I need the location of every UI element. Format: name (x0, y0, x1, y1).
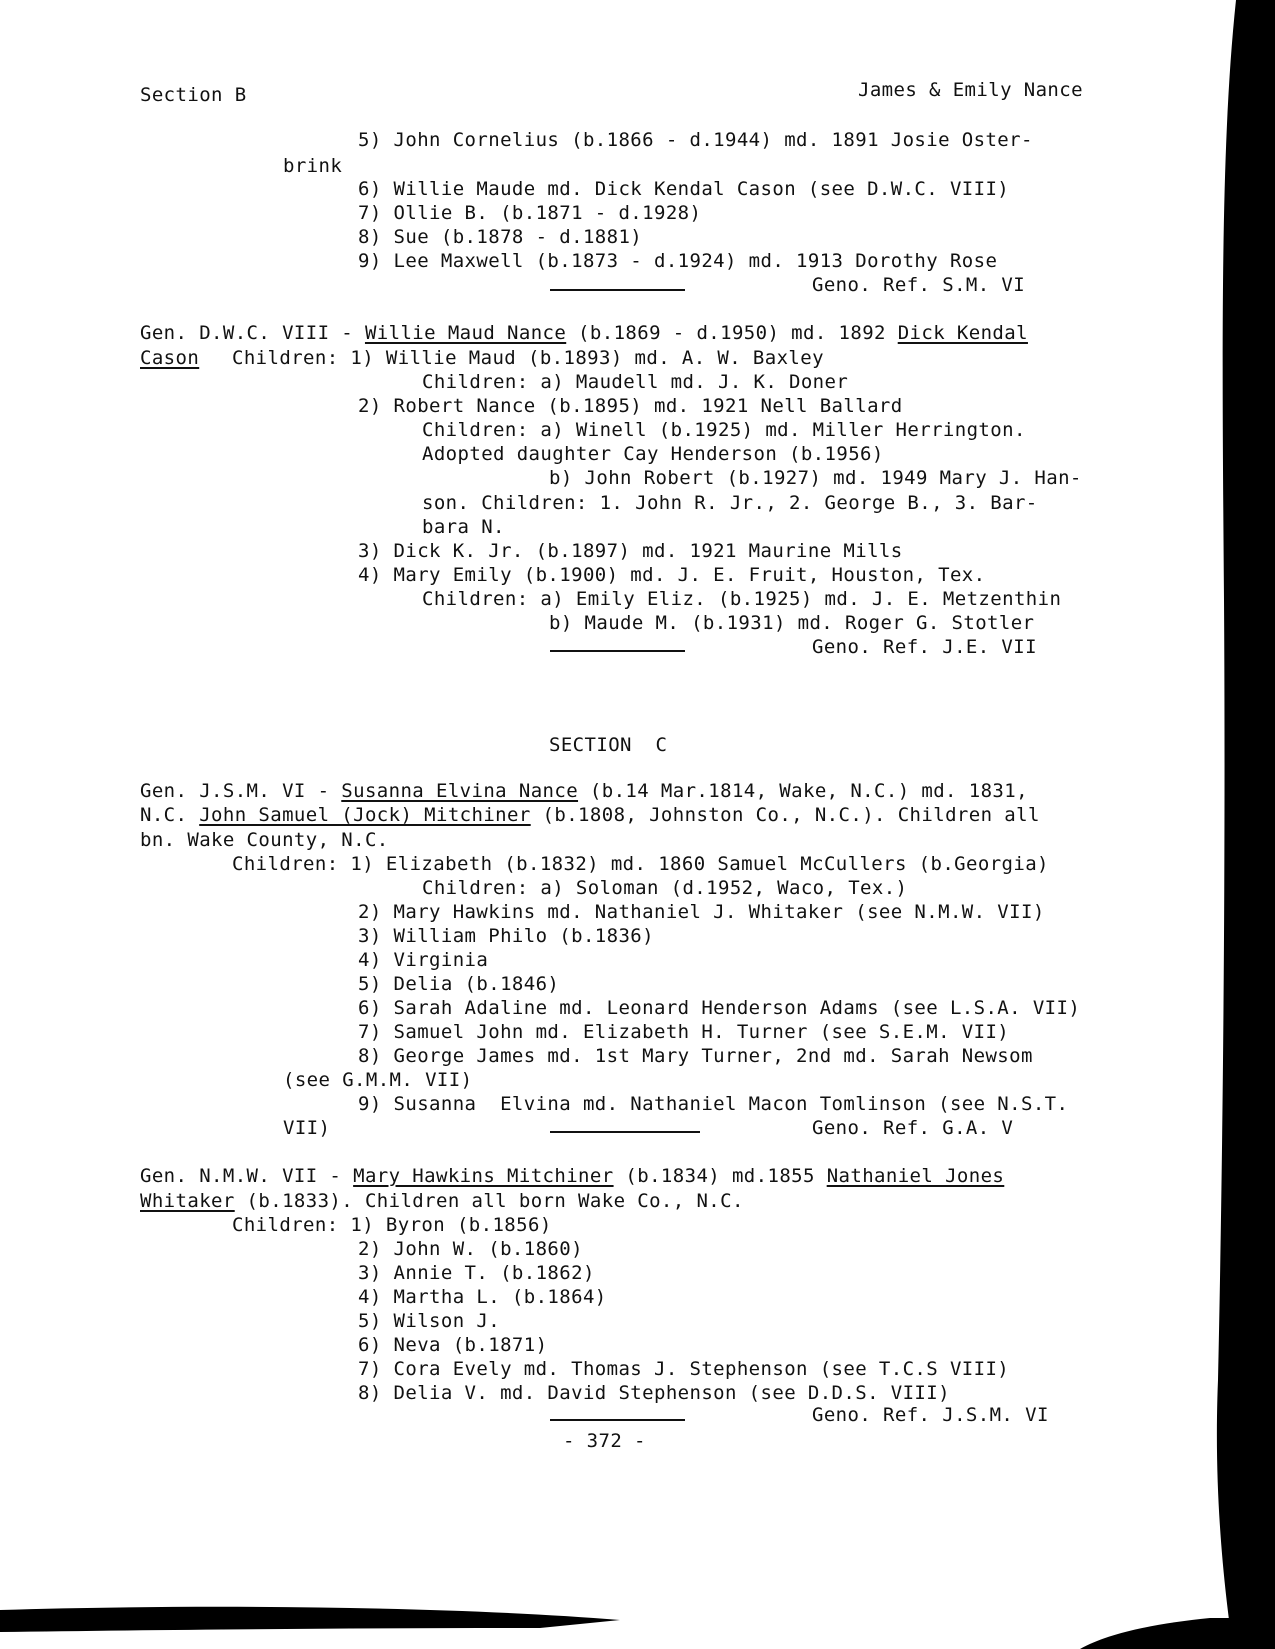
entry-line: Cason (140, 347, 200, 369)
entry-line: Children: 1) Willie Maud (b.1893) md. A. W. Baxley (232, 347, 824, 369)
entry-line: 7) Cora Evely md. Thomas J. Stephenson (see T.C.S VIII) (358, 1358, 1010, 1380)
entry-line: bn. Wake County, N.C. (140, 829, 389, 851)
entry-line: Whitaker (b.1833). Children all born Wake Co., N.C. (140, 1190, 744, 1212)
entry-line: 6) Sarah Adaline md. Leonard Henderson Adams (see L.S.A. VII) (358, 997, 1081, 1019)
separator-rule (550, 1419, 685, 1421)
geno-ref: Geno. Ref. J.E. VII (812, 636, 1037, 658)
entry-line: 4) Martha L. (b.1864) (358, 1286, 607, 1308)
entry-line: 7) Samuel John md. Elizabeth H. Turner (see S.E.M. VII) (358, 1021, 1010, 1043)
entry-line: b) Maude M. (b.1931) md. Roger G. Stotler (549, 612, 1035, 634)
entry-line: 5) Delia (b.1846) (358, 973, 560, 995)
entry-line: 8) George James md. 1st Mary Turner, 2nd md. Sarah Newsom (358, 1045, 1033, 1067)
scan-edge-right (1208, 0, 1275, 1649)
entry-line: 9) Susanna Elvina md. Nathaniel Macon Tomlinson (see N.S.T. (358, 1093, 1069, 1115)
geno-ref: Geno. Ref. S.M. VI (812, 274, 1026, 296)
entry-line: Children: 1) Elizabeth (b.1832) md. 1860 Samuel McCullers (b.Georgia) (232, 853, 1049, 875)
entry-line: 8) Sue (b.1878 - d.1881) (358, 226, 643, 248)
entry-line: 3) William Philo (b.1836) (358, 925, 654, 947)
section-heading: SECTION C (549, 734, 668, 756)
entry-line: 9) Lee Maxwell (b.1873 - d.1924) md. 1913 Dorothy Rose (358, 250, 998, 272)
entry-line: 7) Ollie B. (b.1871 - d.1928) (358, 202, 702, 224)
family-heading: James & Emily Nance (858, 79, 1083, 101)
generation-heading: Gen. N.M.W. VII - Mary Hawkins Mitchiner (b.1834) md.1855 Nathaniel Jones (140, 1165, 1005, 1187)
entry-line: 6) Neva (b.1871) (358, 1334, 548, 1356)
entry-line: Children: a) Maudell md. J. K. Doner (422, 371, 849, 393)
separator-rule (550, 650, 685, 652)
entry-line: 2) Mary Hawkins md. Nathaniel J. Whitaker (see N.M.W. VII) (358, 901, 1045, 923)
entry-line: Children: 1) Byron (b.1856) (232, 1214, 552, 1236)
entry-line: b) John Robert (b.1927) md. 1949 Mary J. Han- (549, 467, 1082, 489)
entry-line: bara N. (422, 516, 505, 538)
scan-edge-bottom (0, 1598, 1275, 1649)
entry-line: 5) John Cornelius (b.1866 - d.1944) md. 1891 Josie Oster- (358, 129, 1033, 151)
page-number: - 372 - (563, 1430, 646, 1452)
entry-line: 3) Annie T. (b.1862) (358, 1262, 595, 1284)
entry-line: VII) (283, 1117, 331, 1139)
entry-line: Children: a) Emily Eliz. (b.1925) md. J. E. Metzenthin (422, 588, 1062, 610)
entry-line: 8) Delia V. md. David Stephenson (see D.D.S. VIII) (358, 1382, 950, 1404)
separator-rule (550, 1131, 700, 1133)
entry-line: 6) Willie Maude md. Dick Kendal Cason (see D.W.C. VIII) (358, 178, 1010, 200)
section-label: Section B (140, 84, 247, 106)
entry-line: N.C. John Samuel (Jock) Mitchiner (b.1808, Johnston Co., N.C.). Children all (140, 804, 1040, 826)
geno-ref: Geno. Ref. G.A. V (812, 1117, 1014, 1139)
separator-rule (550, 289, 685, 291)
entry-line: 4) Mary Emily (b.1900) md. J. E. Fruit, Houston, Tex. (358, 564, 986, 586)
entry-line: 2) Robert Nance (b.1895) md. 1921 Nell Ballard (358, 395, 903, 417)
generation-heading: Gen. J.S.M. VI - Susanna Elvina Nance (b.14 Mar.1814, Wake, N.C.) md. 1831, (140, 780, 1028, 802)
entry-line: son. Children: 1. John R. Jr., 2. George B., 3. Bar- (422, 492, 1038, 514)
entry-line: 3) Dick K. Jr. (b.1897) md. 1921 Maurine Mills (358, 540, 903, 562)
entry-line: 4) Virginia (358, 949, 489, 971)
entry-line: Children: a) Soloman (d.1952, Waco, Tex.) (422, 877, 908, 899)
entry-line: 5) Wilson J. (358, 1310, 501, 1332)
entry-line: brink (283, 155, 343, 177)
entry-line: (see G.M.M. VII) (283, 1069, 473, 1091)
entry-line: Children: a) Winell (b.1925) md. Miller Herrington. (422, 419, 1026, 441)
geno-ref: Geno. Ref. J.S.M. VI (812, 1404, 1049, 1426)
entry-line: 2) John W. (b.1860) (358, 1238, 583, 1260)
generation-heading: Gen. D.W.C. VIII - Willie Maud Nance (b.1869 - d.1950) md. 1892 Dick Kendal (140, 322, 1028, 344)
entry-line: Adopted daughter Cay Henderson (b.1956) (422, 443, 884, 465)
